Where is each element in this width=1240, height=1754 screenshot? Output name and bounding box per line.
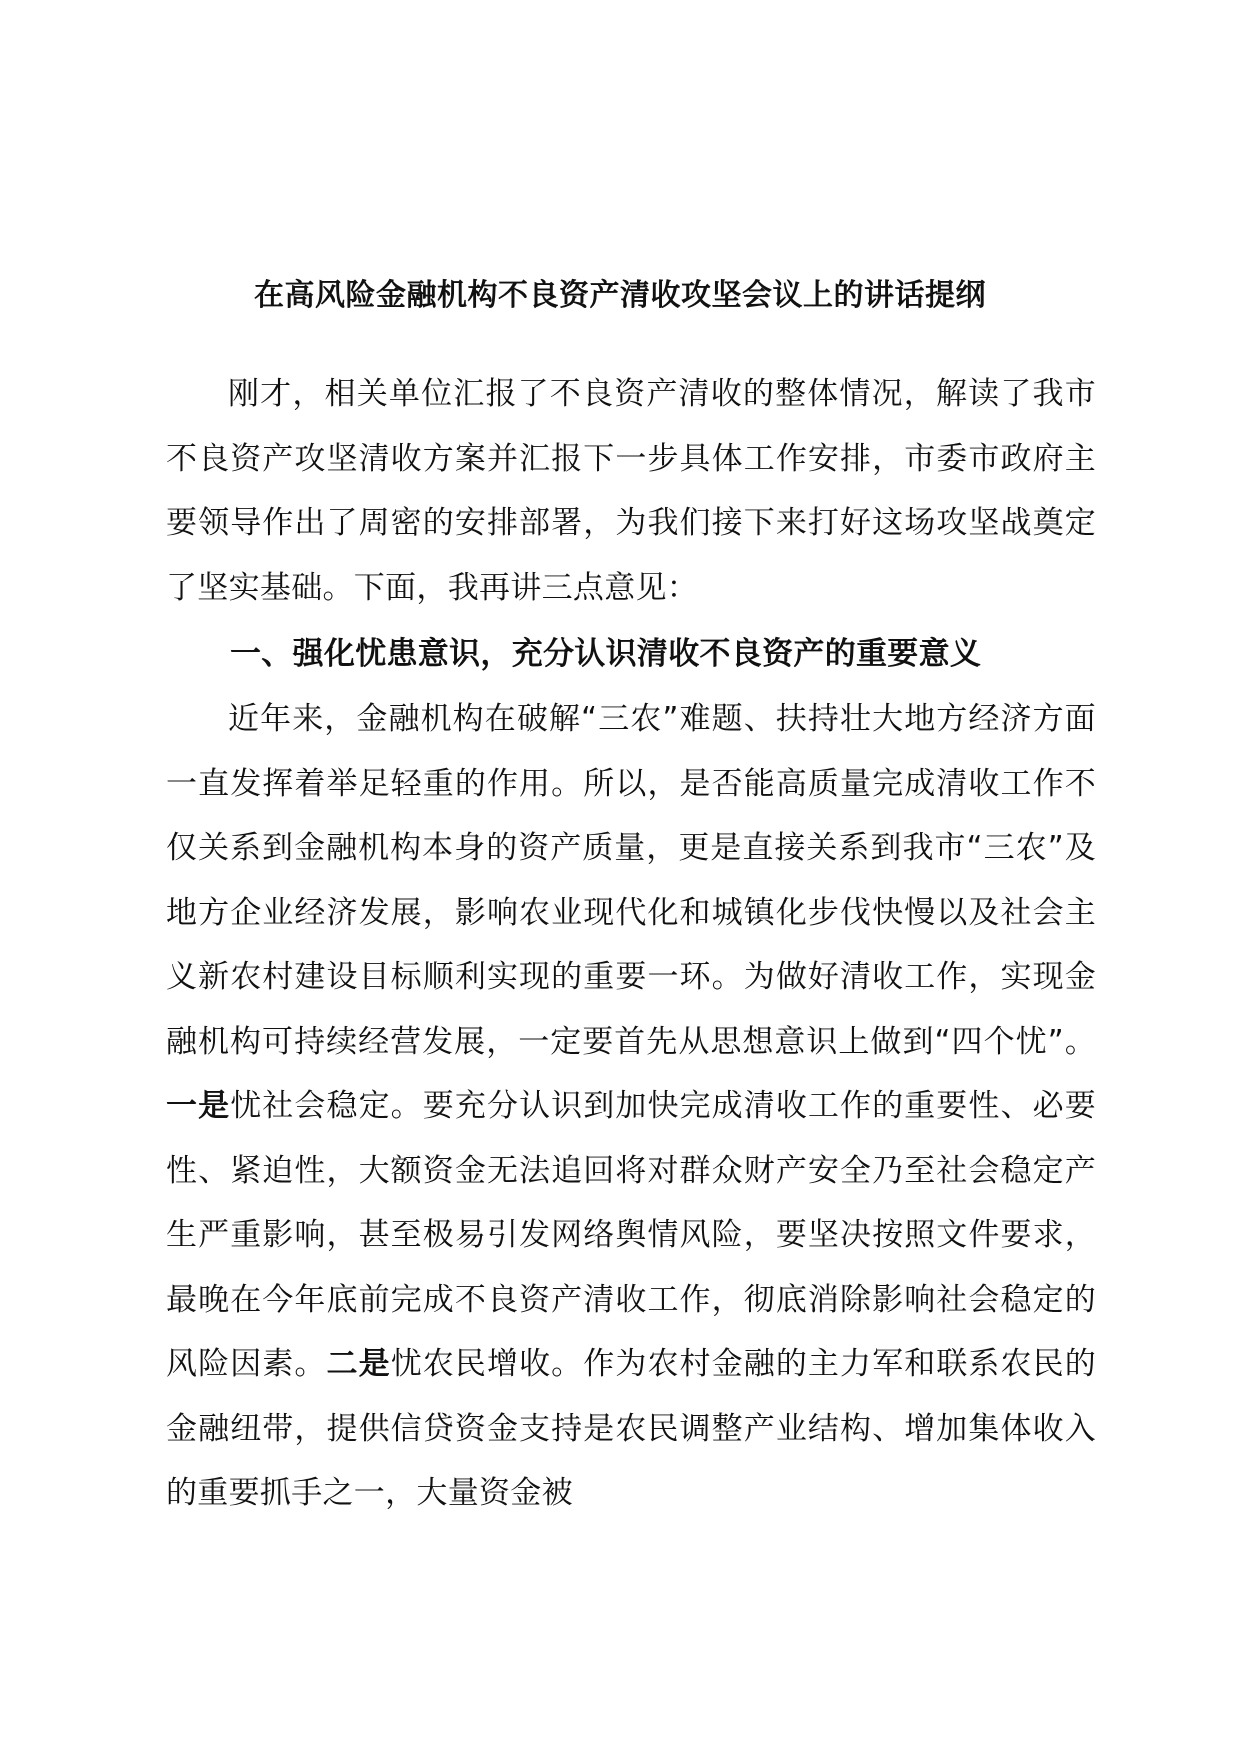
bold-marker-second: 二是 [326,1346,391,1382]
document-title: 在高风险金融机构不良资产清收攻坚会议上的讲话提纲 [254,278,986,313]
section-1-block [166,687,1096,1526]
paragraph-text-part-3: 忧农民增收。作为农村金融的主力军和联系农民的金融纽带，提供信贷资金支持是农民调整产业结构、增加集体收入的重要抓手之一，大量资金被 [166,1346,1096,1511]
paragraph-text-part-1: 近年来，金融机构在破解“三农”难题、扶持壮大地方经济方面一直发挥着举足轻重的作用。所以，是否能高质量完成清收工作不仅关系到金融机构本身的资产质量，更是直接关系到我市“三农”及地方企业经济发展，影响农业现代化和城镇化步伐快慢以及社会主义新农村建设目标顺利实现的重要一环。为做好清收工作，实现金融机构可持续经营发展，一定要首先从思想意识上做到“四个忧”。 [166,701,1096,1060]
intro-paragraph: 刚才，相关单位汇报了不良资产清收的整体情况，解读了我市不良资产攻坚清收方案并汇报下一步具体工作安排，市委市政府主要领导作出了周密的安排部署，为我们接下来打好这场攻坚战奠定了坚实基础。下面，我再讲三点意见： [166,376,1096,606]
intro-block [166,362,1096,620]
section-1-paragraph [166,687,1096,1526]
section-1-heading: 一、强化忧患意识，充分认识清收不良资产的重要意义 [230,636,982,672]
bold-marker-first: 一是 [166,1088,231,1124]
paragraph-text-part-2: 忧社会稳定。要充分认识到加快完成清收工作的重要性、必要性、紧迫性，大额资金无法追回将对群众财产安全乃至社会稳定产生严重影响，甚至极易引发网络舆情风险，要坚决按照文件要求，最晚在今年底前完成不良资产清收工作，彻底消除影响社会稳定的风险因素。 [166,1088,1096,1382]
